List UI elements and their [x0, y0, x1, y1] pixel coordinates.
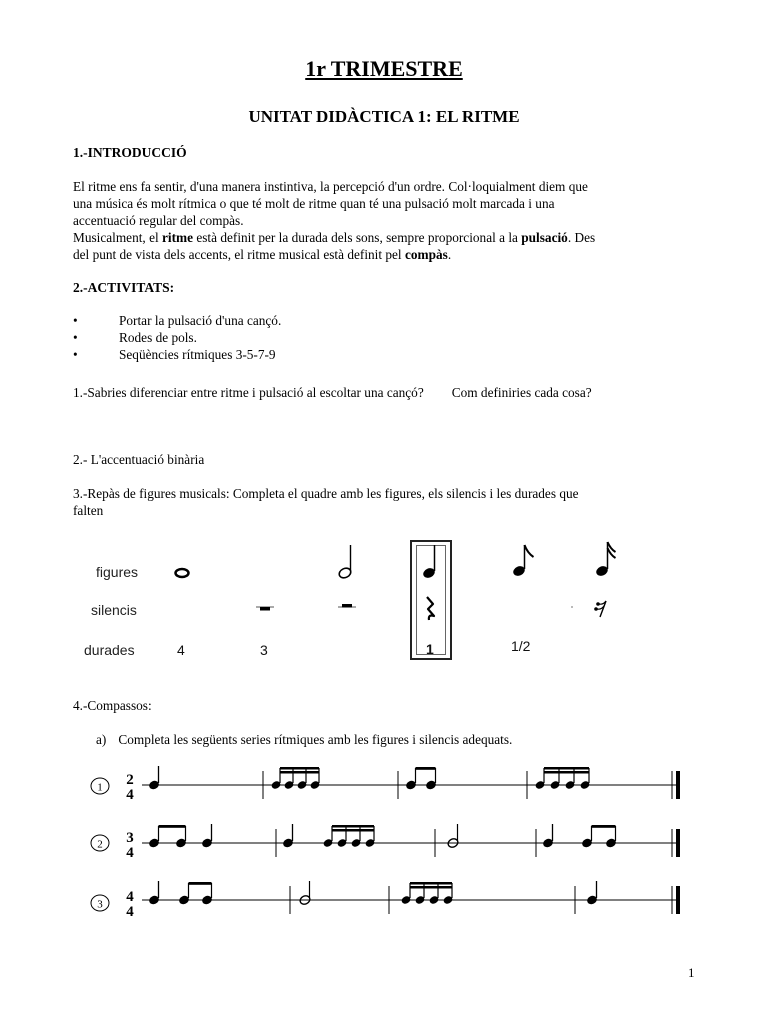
intro-line-2: una música és molt rítmica o que té molt de ritme quan té una pulsació molt marcada i una [73, 196, 555, 211]
sixteenth-note-icon [595, 542, 616, 578]
time-signature-top: 2 [126, 772, 134, 788]
compassos-heading: 4.-Compassos: [73, 698, 152, 713]
activities-heading: 2.-ACTIVITATS: [73, 280, 175, 295]
compassos-item-a: a) Completa les següents series rítmiques amb les figures i silencis adequats. [96, 732, 513, 747]
bullet-icon: • [73, 330, 78, 345]
row-number-badge [91, 778, 109, 794]
whole-rest-icon [256, 607, 274, 611]
time-signature-bottom: 4 [126, 787, 134, 803]
intro-heading: 1.-INTRODUCCIÓ [73, 145, 187, 160]
intro-line-1: El ritme ens fa sentir, d'una manera instintiva, la percepció d'un ordre. Col·loquialment diem que [73, 179, 588, 194]
duration-3: 3 [260, 642, 268, 658]
page-number: 1 [688, 965, 695, 980]
quarter-note-icon [422, 545, 437, 580]
label-figures: figures [96, 564, 139, 580]
rhythm-row-3 [80, 880, 690, 930]
duration-1: 1 [426, 641, 434, 657]
term-compas: compàs [404, 247, 448, 262]
bullet-icon: • [73, 313, 78, 328]
question-1: 1.-Sabries diferenciar entre ritme i pulsació al escoltar una cançó? Com definiries cada cosa? [73, 385, 592, 400]
time-signature-bottom: 4 [126, 845, 134, 861]
time-signature-top: 3 [126, 830, 134, 846]
quarter-rest-icon [427, 597, 434, 620]
intro-paragraph-1 [73, 178, 713, 263]
term-ritme: ritme [162, 230, 194, 245]
question-3: 3.-Repàs de figures musicals: Completa el quadre amb les figures, els silencis i les durades que falten [73, 486, 579, 518]
bullet-icon: • [73, 347, 78, 362]
intro-line-5: del punt de vista dels accents, el ritme musical està definit pel compàs. [73, 247, 452, 262]
intro-line-4: Musicalment, el ritme està definit per la durada dels sons, sempre proporcional a la pulsació. Des [73, 230, 596, 245]
half-note-icon [338, 545, 353, 580]
row-number-badge [91, 835, 109, 851]
row-number-badge [91, 895, 109, 911]
rhythm-row-2 [80, 823, 690, 873]
term-pulsacio: pulsació [521, 230, 568, 245]
sixteenth-rest-icon [571, 601, 606, 617]
whole-note-icon [176, 569, 189, 577]
duration-4: 4 [177, 642, 185, 658]
duration-half: 1/2 [511, 638, 531, 654]
label-silencis: silencis [91, 602, 137, 618]
rhythm-row-1 [80, 765, 690, 815]
unit-subtitle: UNITAT DIDÀCTICA 1: EL RITME [248, 107, 520, 126]
half-rest-icon [338, 604, 356, 608]
intro-line-3: accentuació regular del compàs. [73, 213, 244, 228]
time-signature-top: 4 [126, 889, 134, 905]
question-2: 2.- L'accentuació binària [73, 452, 205, 467]
svg-text:1: 1 [97, 781, 103, 794]
time-signature-bottom: 4 [126, 904, 134, 920]
page-title: 1r TRIMESTRE [305, 56, 463, 81]
label-durades: durades [84, 642, 135, 658]
svg-text:3: 3 [97, 898, 103, 911]
figures-glyphs [0, 535, 768, 665]
eighth-note-icon [512, 545, 534, 578]
svg-text:2: 2 [97, 838, 103, 851]
document-page: 1r TRIMESTRE UNITAT DIDÀCTICA 1: EL RITME 1.-INTRODUCCIÓ El ritme ens fa sentir, d'una manera instintiva, la percepció d'un ordre. Col·loquialment diem que una música és molt rítmica o que té molt de ritme quan té una pulsació molt marcada i una accentuació regular del compàs. Musicalment, el ritme està definit per la durada dels sons, sempre proporcional a la pulsació. Des del punt de vista dels accents, el ritme musical està definit pel compàs. 2.-ACTIVITATS: • Portar la pulsació d'una cançó. • Rodes de pols. • Seqüències rítmiques 3-5-7-9 1.-Sabries diferenciar entre ritme i pulsació al escoltar una cançó? Com definiries cada cosa? 2.- L'accentuació binària 3.-Repàs de figures musicals: Completa el quadre amb les figures, els silencis i les durades que falten figures silencis durades 4 3 1 1/2 4.-Compassos: a) Completa les següents series rítmiques amb les figures i silencis adequats. 1 2 4 2 3 4 3 4 4 1 [0, 0, 768, 1024]
